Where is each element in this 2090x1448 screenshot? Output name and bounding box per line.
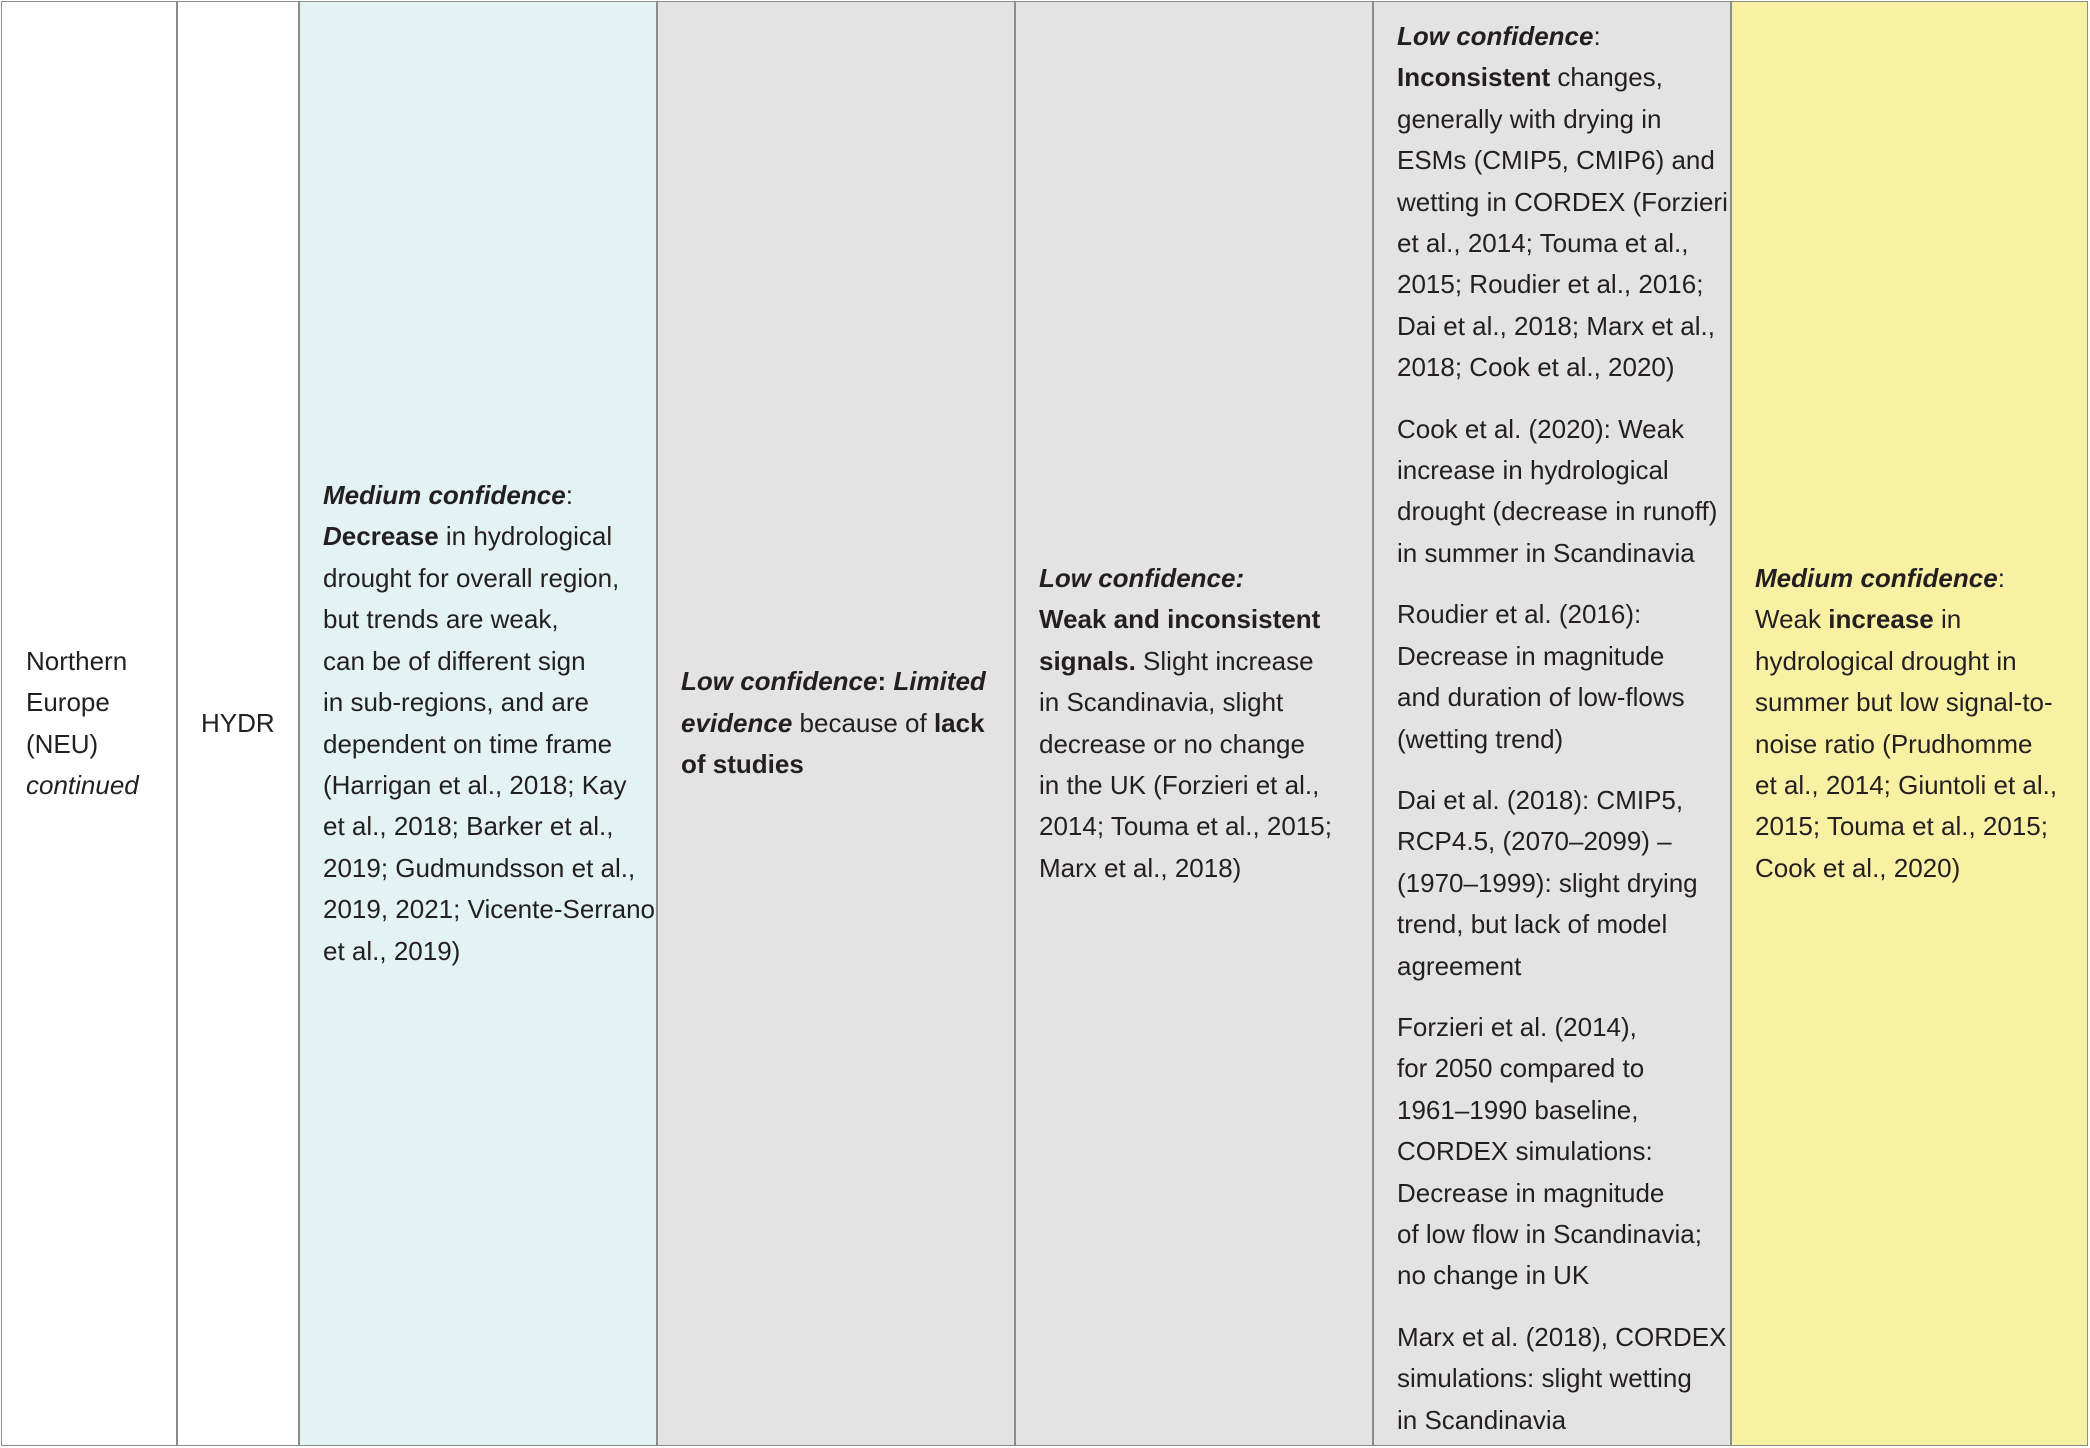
- projection-1-5-confidence: Low confidence:: [1039, 562, 1245, 593]
- region-name-text: Northern Europe (NEU): [26, 645, 128, 759]
- projection-2-cell: [1374, 2, 1732, 1445]
- projection-2-paragraph-5: Forzieri et al. (2014), for 2050 compared to 1961–1990 baseline, CORDEX simulations: Decrease in magnitude of low flow in Scandinavia; no change in UK: [1397, 1011, 1702, 1291]
- attribution-cell: [658, 2, 1016, 1445]
- projection-2-paragraph-1: [1397, 16, 1730, 389]
- observed-body: in hydrological drought for overall region, but trends are weak, can be of different sign in sub-regions, and are dependent on time frame (Harrigan et al., 2018; Kay et al., 2018; Barker et al., 2019; Gudmundsson et al., 2019, 2021; Vicente-Serrano et al., 2019): [323, 521, 655, 966]
- projection-2-inconsistent: Inconsistent: [1397, 62, 1551, 93]
- region-cell: [2, 2, 178, 1445]
- projection-4-cell: [1732, 2, 2087, 1445]
- observed-confidence: Medium confidence: [323, 480, 566, 511]
- projection-4-increase: increase: [1828, 604, 1934, 635]
- projection-4-text: [1755, 558, 2087, 889]
- projection-4-confidence: Medium confidence: [1755, 562, 1998, 593]
- type-cell: [178, 2, 300, 1445]
- attribution-limited: Limited evidence: [681, 666, 986, 738]
- projection-2-paragraph-6: Marx et al. (2018), CORDEX simulations: slight wetting in Scandinavia: [1397, 1321, 1727, 1435]
- type-code: HYDR: [201, 707, 275, 738]
- projection-2-paragraph-2: Cook et al. (2020): Weak increase in hydrological drought (decrease in runoff) in summer in Scandinavia: [1397, 413, 1718, 568]
- attribution-text: [681, 661, 1014, 785]
- projection-1-5-body: Slight increase in Scandinavia, slight decrease or no change in the UK (Forzieri et al., 2014; Touma et al., 2015; Marx et al., 2018): [1039, 645, 1332, 883]
- projection-2-confidence: Low confidence: [1397, 21, 1594, 51]
- attribution-because: because of: [792, 707, 934, 738]
- projection-2-paragraph-4: Dai et al. (2018): CMIP5, RCP4.5, (2070–2099) – (1970–1999): slight drying trend, but lack of model agreement: [1397, 784, 1698, 981]
- observed-colon: :: [565, 480, 573, 511]
- projection-4-colon: :: [1997, 562, 2005, 593]
- projection-2-body: changes, generally with drying in ESMs (CMIP5, CMIP6) and wetting in CORDEX (Forzieri et al., 2014; Touma et al., 2015; Roudier et al., 2016; Dai et al., 2018; Marx et al., 2018; Cook et al., 2020): [1397, 62, 1728, 383]
- projection-4-weak: Weak: [1755, 604, 1821, 635]
- region-name: [26, 641, 176, 807]
- projection-1-5-weak: Weak and inconsistent signals.: [1039, 604, 1321, 676]
- projection-4-body: in hydrological drought in summer but low signal-to- noise ratio (Prudhomme et al., 2014; Giuntoli et al., 2015; Touma et al., 2015; Cook et al., 2020): [1755, 604, 2058, 883]
- observed-trend-text: [323, 475, 656, 972]
- observed-first-letter: D: [323, 521, 342, 552]
- observed-trend-cell: [300, 2, 658, 1445]
- attribution-lack: lack of studies: [681, 707, 985, 780]
- projection-1-5-text: [1039, 558, 1372, 889]
- assessment-table: [1, 1, 2088, 1446]
- projection-2-colon: :: [1593, 21, 1601, 51]
- projection-2-paragraph-3: Roudier et al. (2016): Decrease in magnitude and duration of low-flows (wetting trend): [1397, 599, 1685, 754]
- attribution-confidence: Low confidence: [681, 666, 878, 697]
- attribution-colon: :: [877, 666, 894, 697]
- region-continued: continued: [26, 769, 139, 800]
- observed-bold: ecrease: [341, 521, 439, 552]
- projection-1-5-cell: [1016, 2, 1374, 1445]
